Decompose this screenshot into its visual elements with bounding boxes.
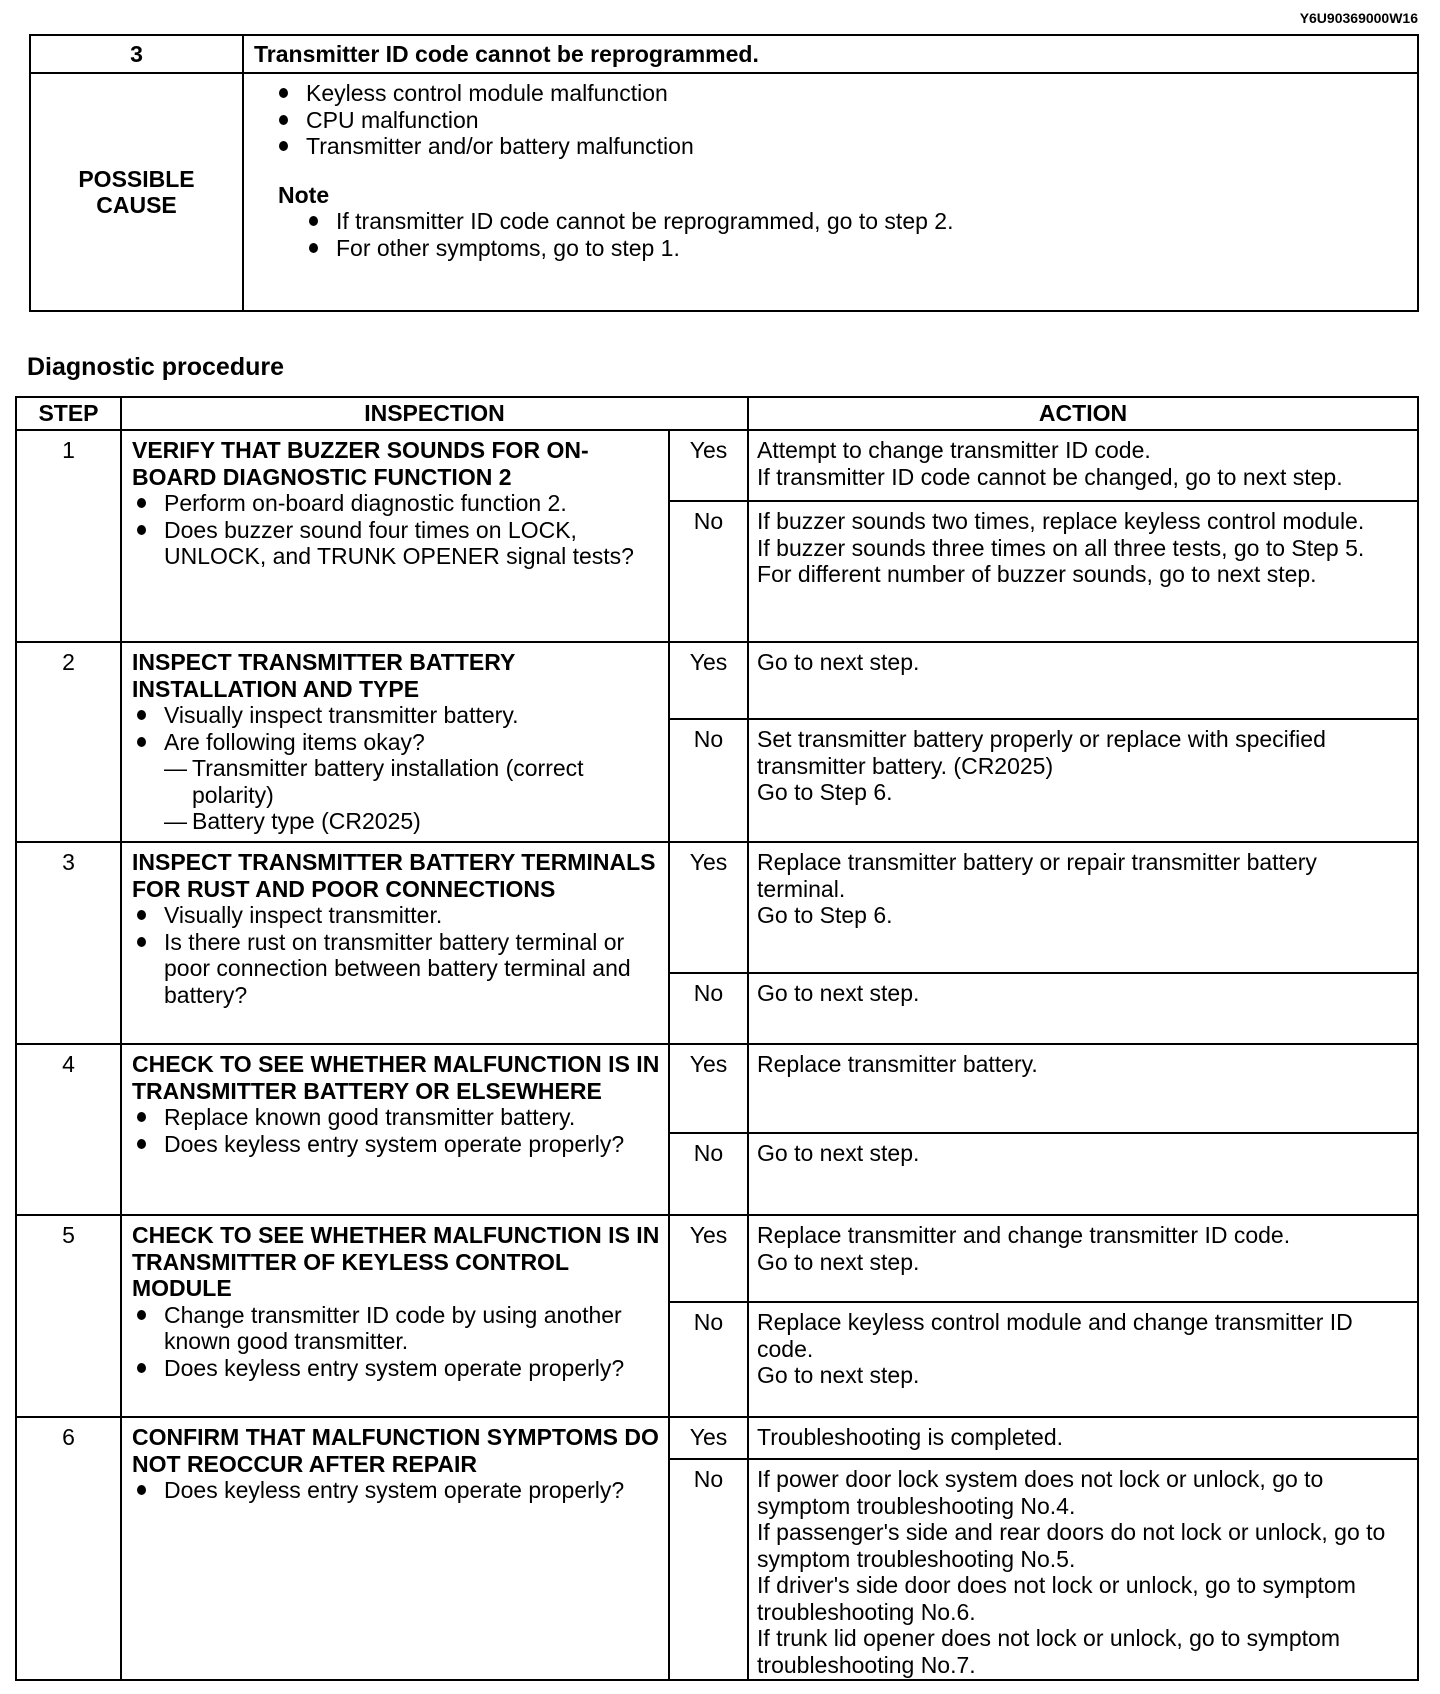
action-line: Go to Step 6. xyxy=(757,902,893,928)
no-label: No xyxy=(669,1459,748,1680)
action-line: Attempt to change transmitter ID code. xyxy=(757,437,1151,463)
yes-label: Yes xyxy=(669,1215,748,1302)
header-row xyxy=(16,397,1418,430)
yes-action xyxy=(748,430,1418,501)
no-label: No xyxy=(669,719,748,842)
action-line: If power door lock system does not lock or unlock, go to symptom troubleshooting No.4. xyxy=(757,1466,1324,1519)
step-number: 2 xyxy=(16,642,121,842)
yes-label: Yes xyxy=(669,1044,748,1133)
symptom-number: 3 xyxy=(30,35,243,73)
inspection-subitem-text: Battery type (CR2025) xyxy=(192,808,421,834)
inspection-title: INSPECT TRANSMITTER BATTERY INSTALLATION AND TYPE xyxy=(132,649,515,702)
dash-marker: — xyxy=(164,755,187,781)
step-number: 6 xyxy=(16,1417,121,1680)
inspection-cell xyxy=(121,642,669,842)
header-step: STEP xyxy=(16,397,121,430)
note-label: Note xyxy=(278,181,330,208)
action-line: If driver's side door does not lock or unlock, go to symptom troubleshooting No.6. xyxy=(757,1572,1356,1625)
inspection-item: Is there rust on transmitter battery terminal or poor connection between battery terminal and battery? xyxy=(132,929,660,1009)
step-row-3 xyxy=(16,842,1418,973)
inspection-item: Does keyless entry system operate properly? xyxy=(132,1477,660,1504)
header-action: ACTION xyxy=(748,397,1418,430)
dash-marker: — xyxy=(164,808,187,834)
cause-item: CPU malfunction xyxy=(274,107,1417,134)
action-line: Replace transmitter battery. xyxy=(757,1051,1038,1077)
yes-action xyxy=(748,1417,1418,1459)
inspection-item: Change transmitter ID code by using another known good transmitter. xyxy=(132,1302,660,1355)
no-action xyxy=(748,1302,1418,1417)
step-number: 3 xyxy=(16,842,121,1044)
action-line: Go to next step. xyxy=(757,1248,920,1275)
inspection-item: Perform on-board diagnostic function 2. xyxy=(132,490,660,517)
inspection-item: Are following items okay? xyxy=(132,729,660,756)
possible-cause-text: POSSIBLE CAUSE xyxy=(78,165,195,218)
inspection-title: VERIFY THAT BUZZER SOUNDS FOR ON-BOARD DIAGNOSTIC FUNCTION 2 xyxy=(132,437,589,490)
step-row-1 xyxy=(16,430,1418,501)
inspection-cell xyxy=(121,1417,669,1680)
step-row-4 xyxy=(16,1044,1418,1133)
cause-item: Transmitter and/or battery malfunction xyxy=(274,133,1417,160)
action-line: If buzzer sounds three times on all three tests, go to Step 5. xyxy=(757,534,1365,561)
cause-list xyxy=(274,80,1417,160)
inspection-subitem xyxy=(132,755,660,808)
inspection-title: INSPECT TRANSMITTER BATTERY TERMINALS FOR RUST AND POOR CONNECTIONS xyxy=(132,849,656,902)
yes-label: Yes xyxy=(669,430,748,501)
inspection-item: Does keyless entry system operate properly? xyxy=(132,1355,660,1382)
no-action xyxy=(748,1459,1418,1680)
action-line: Replace transmitter and change transmitter ID code. xyxy=(757,1222,1291,1248)
procedure-title: Diagnostic procedure xyxy=(27,353,284,381)
inspection-title: CHECK TO SEE WHETHER MALFUNCTION IS IN TRANSMITTER OF KEYLESS CONTROL MODULE xyxy=(132,1222,660,1301)
inspection-item: Visually inspect transmitter battery. xyxy=(132,702,660,729)
step-row-5 xyxy=(16,1215,1418,1302)
yes-label: Yes xyxy=(669,642,748,719)
note-item: If transmitter ID code cannot be reprogrammed, go to step 2. xyxy=(304,208,1417,235)
yes-action xyxy=(748,642,1418,719)
action-line: Go to next step. xyxy=(757,1362,920,1388)
inspection-item: Does keyless entry system operate properly? xyxy=(132,1131,660,1158)
yes-action xyxy=(748,1044,1418,1133)
action-line: Go to next step. xyxy=(757,649,920,675)
inspection-item: Visually inspect transmitter. xyxy=(132,902,660,929)
no-action xyxy=(748,973,1418,1044)
inspection-list xyxy=(132,702,660,835)
action-line: If passenger's side and rear doors do not lock or unlock, go to symptom troubleshooting No.5. xyxy=(757,1519,1386,1572)
step-row-2 xyxy=(16,642,1418,719)
inspection-title: CHECK TO SEE WHETHER MALFUNCTION IS IN TRANSMITTER BATTERY OR ELSEWHERE xyxy=(132,1051,660,1104)
no-label: No xyxy=(669,501,748,642)
action-line: Go to next step. xyxy=(757,980,920,1006)
inspection-list xyxy=(132,902,660,1008)
yes-label: Yes xyxy=(669,842,748,973)
inspection-item: Does buzzer sound four times on LOCK, UNLOCK, and TRUNK OPENER signal tests? xyxy=(132,517,660,570)
inspection-item: Replace known good transmitter battery. xyxy=(132,1104,660,1131)
action-line: Go to next step. xyxy=(757,1140,920,1166)
inspection-cell xyxy=(121,842,669,1044)
inspection-subitem xyxy=(132,808,660,835)
no-label: No xyxy=(669,1302,748,1417)
action-line: Replace keyless control module and change transmitter ID code. xyxy=(757,1309,1353,1362)
action-line: If trunk lid opener does not lock or unlock, go to symptom troubleshooting No.7. xyxy=(757,1625,1340,1678)
inspection-title: CONFIRM THAT MALFUNCTION SYMPTOMS DO NOT REOCCUR AFTER REPAIR xyxy=(132,1424,659,1477)
yes-label: Yes xyxy=(669,1417,748,1459)
inspection-cell xyxy=(121,1215,669,1417)
step-number: 5 xyxy=(16,1215,121,1417)
inspection-cell xyxy=(121,1044,669,1215)
no-action xyxy=(748,719,1418,842)
yes-action xyxy=(748,1215,1418,1302)
no-label: No xyxy=(669,973,748,1044)
inspection-cell xyxy=(121,430,669,642)
step-number: 4 xyxy=(16,1044,121,1215)
inspection-subitem-text: Transmitter battery installation (correct polarity) xyxy=(192,755,584,808)
inspection-list xyxy=(132,1302,660,1382)
inspection-list xyxy=(132,1477,660,1504)
action-line: Set transmitter battery properly or replace with specified transmitter battery. (CR2025) xyxy=(757,726,1326,779)
action-line: Troubleshooting is completed. xyxy=(757,1424,1064,1450)
action-line: If buzzer sounds two times, replace keyless control module. xyxy=(757,508,1365,534)
step-row-6 xyxy=(16,1417,1418,1459)
diagnostic-procedure-table xyxy=(15,396,1419,1681)
symptom-table xyxy=(29,34,1419,312)
note-list xyxy=(274,208,1417,261)
inspection-list xyxy=(132,490,660,570)
action-line: For different number of buzzer sounds, go to next step. xyxy=(757,561,1317,587)
cause-item: Keyless control module malfunction xyxy=(274,80,1417,107)
yes-action xyxy=(748,842,1418,973)
header-inspection: INSPECTION xyxy=(121,397,748,430)
action-line: Go to Step 6. xyxy=(757,779,893,805)
action-line: Replace transmitter battery or repair transmitter battery terminal. xyxy=(757,849,1317,902)
no-action xyxy=(748,1133,1418,1215)
inspection-list xyxy=(132,1104,660,1157)
possible-cause-label xyxy=(30,73,243,311)
step-number: 1 xyxy=(16,430,121,642)
document-code: Y6U90369000W16 xyxy=(1299,10,1418,26)
note-item: For other symptoms, go to step 1. xyxy=(304,235,1417,262)
no-action xyxy=(748,501,1418,642)
no-label: No xyxy=(669,1133,748,1215)
symptom-title: Transmitter ID code cannot be reprogrammed. xyxy=(243,35,1418,73)
action-line: If transmitter ID code cannot be changed, go to next step. xyxy=(757,463,1343,490)
